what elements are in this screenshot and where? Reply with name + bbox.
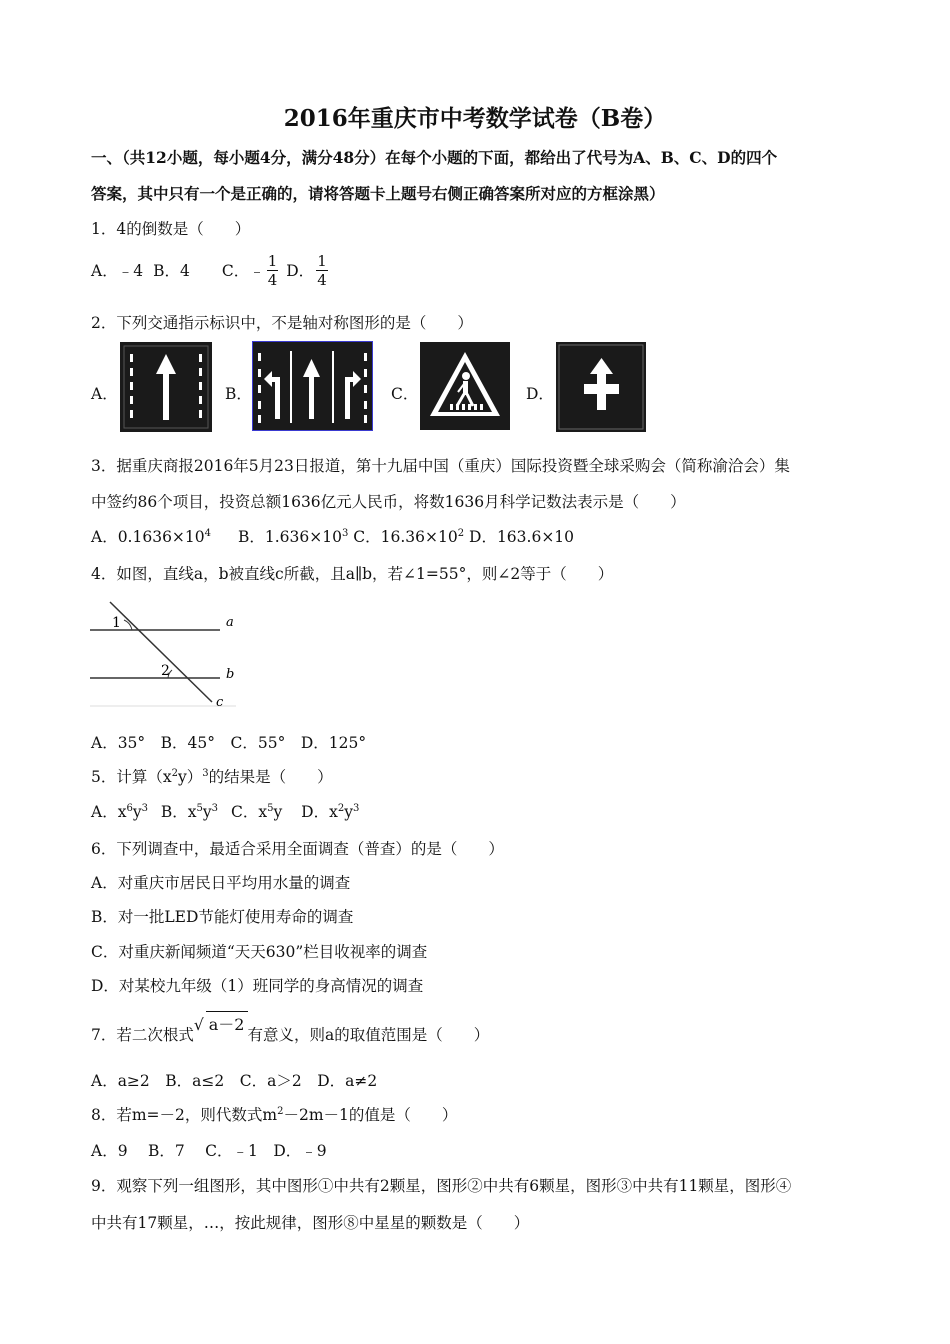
q3-stem-line1: 3．据重庆商报2016年5月23日报道，第十九届中国（重庆）国际投资暨全球采购会（简称渝洽会）集 [91, 457, 790, 475]
q8-stem-post: －2m－1的值是（ ） [283, 1106, 458, 1124]
q1-option-c-fraction [267, 252, 279, 289]
q4-stem: 4．如图，直线a，b被直线c所截，且a∥b，若∠1=55°，则∠2等于（ ） [91, 565, 614, 583]
q5-stem-exp1: 2 [171, 768, 178, 779]
figure-label-line-b: b [226, 667, 235, 682]
q1-option-d-fraction [316, 252, 328, 289]
figure-label-angle-1: 1 [112, 615, 121, 631]
q7-radicand: a－2 [206, 1011, 248, 1035]
fraction-denominator: 4 [317, 270, 327, 289]
q5-options [91, 800, 359, 822]
section-instruction-line2: 答案，其中只有一个是正确的，请将答题卡上题号右侧正确答案所对应的方框涂黑） [91, 184, 665, 203]
q6-option-b: B．对一批LED节能灯使用寿命的调查 [91, 908, 354, 926]
radical-sign: √ [193, 1016, 204, 1034]
q9-stem-line2: 中共有17颗星，…，按此规律，图形⑧中星星的颗数是（ ） [91, 1214, 530, 1232]
q8-stem [91, 1103, 457, 1125]
q3-option-a-exponent: 4 [204, 528, 212, 539]
q6-option-d: D．对某校九年级（1）班同学的身高情况的调查 [91, 977, 424, 995]
q1-option-d: D． [286, 262, 315, 280]
q5-stem-mid: y） [177, 768, 203, 786]
q2-stem: 2．下列交通指示标识中，不是轴对称图形的是（ ） [91, 314, 473, 332]
q2-label-a: A． [91, 385, 118, 403]
q5-option-b: B．$x^5y^3$ [160, 803, 219, 821]
q5-stem-exp2: 3 [202, 768, 209, 779]
sign-pedestrian-crossing-image [420, 342, 510, 430]
q9-stem-line1: 9．观察下列一组图形，其中图形①中共有2颗星，图形②中共有6颗星，图形③中共有11颗星，图形④ [91, 1177, 792, 1195]
q5-option-a: A．$x^6y^3$ [91, 803, 148, 821]
q3-option-b-exponent: 3 [341, 528, 349, 539]
q6-option-c: C．对重庆新闻频道“天天630”栏目收视率的调查 [91, 943, 428, 961]
figure-label-angle-2: 2 [161, 663, 170, 679]
q5-option-c: C．$x^5y$ [230, 803, 283, 821]
q7-stem-post: 有意义，则a的取值范围是（ ） [247, 1026, 490, 1044]
q3-stem-line2: 中签约86个项目，投资总额1636亿元人民币，将数1636月科学记数法表示是（ ） [91, 493, 686, 511]
q1-option-c: C．﹣ [221, 262, 265, 280]
fraction-denominator: 4 [267, 270, 278, 289]
q3-option-b: B．1.636×10 [237, 528, 342, 546]
fraction-numerator: 1 [267, 251, 278, 270]
q4-options: A．35° B．45° C．55° D．125° [91, 734, 367, 752]
page-title: 2016年重庆市中考数学试卷（B卷） [283, 105, 667, 132]
q8-stem-exp: 2 [277, 1106, 284, 1117]
q3-option-d: D．163.6×10 [469, 528, 575, 546]
fraction-numerator: 1 [317, 251, 327, 270]
q2-label-c: C． [391, 385, 419, 403]
q4-parallel-lines-figure [88, 598, 238, 710]
q6-option-a: A．对重庆市居民日平均用水量的调查 [91, 874, 351, 892]
q1-option-b: B．4 [153, 262, 190, 280]
sign-straight-ahead-image [120, 342, 212, 432]
q5-stem-pre: 5．计算（x [91, 768, 172, 786]
q3-option-a: A．0.1636×10 [91, 528, 205, 546]
q5-stem [91, 765, 333, 787]
q7-stem-pre: 7．若二次根式 [91, 1026, 194, 1044]
q8-options: A．9 B．7 C．﹣1 D．﹣9 [91, 1142, 327, 1160]
q3-options [91, 525, 574, 547]
figure-label-line-a: a [226, 615, 234, 630]
q7-stem [91, 1015, 490, 1045]
section-instruction-line1: 一、（共12小题，每小题4分，满分48分）在每个小题的下面，都给出了代号为A、B、C、D的四个 [91, 148, 778, 167]
q2-label-d: D． [526, 385, 554, 403]
sign-lane-directions-image [252, 341, 373, 431]
q7-options: A．a≥2 B．a≤2 C．a＞2 D．a≠2 [91, 1072, 378, 1090]
q1-stem: 1．4的倒数是（ ） [91, 220, 251, 238]
sign-intersection-image [556, 342, 646, 432]
q3-option-c: C．16.36×10 [353, 528, 458, 546]
q1-options [91, 252, 330, 288]
q6-stem: 6．下列调查中，最适合采用全面调查（普查）的是（ ） [91, 840, 504, 858]
q5-stem-post: 的结果是（ ） [208, 768, 333, 786]
q1-option-a: A．﹣4 [91, 262, 144, 280]
figure-label-line-c: c [216, 695, 224, 710]
q2-label-b: B． [225, 385, 252, 403]
q5-option-d: D．$x^2y^3$ [301, 803, 360, 821]
q8-stem-pre: 8．若m=－2，则代数式m [91, 1106, 278, 1124]
q3-option-c-exponent: 2 [457, 528, 465, 539]
